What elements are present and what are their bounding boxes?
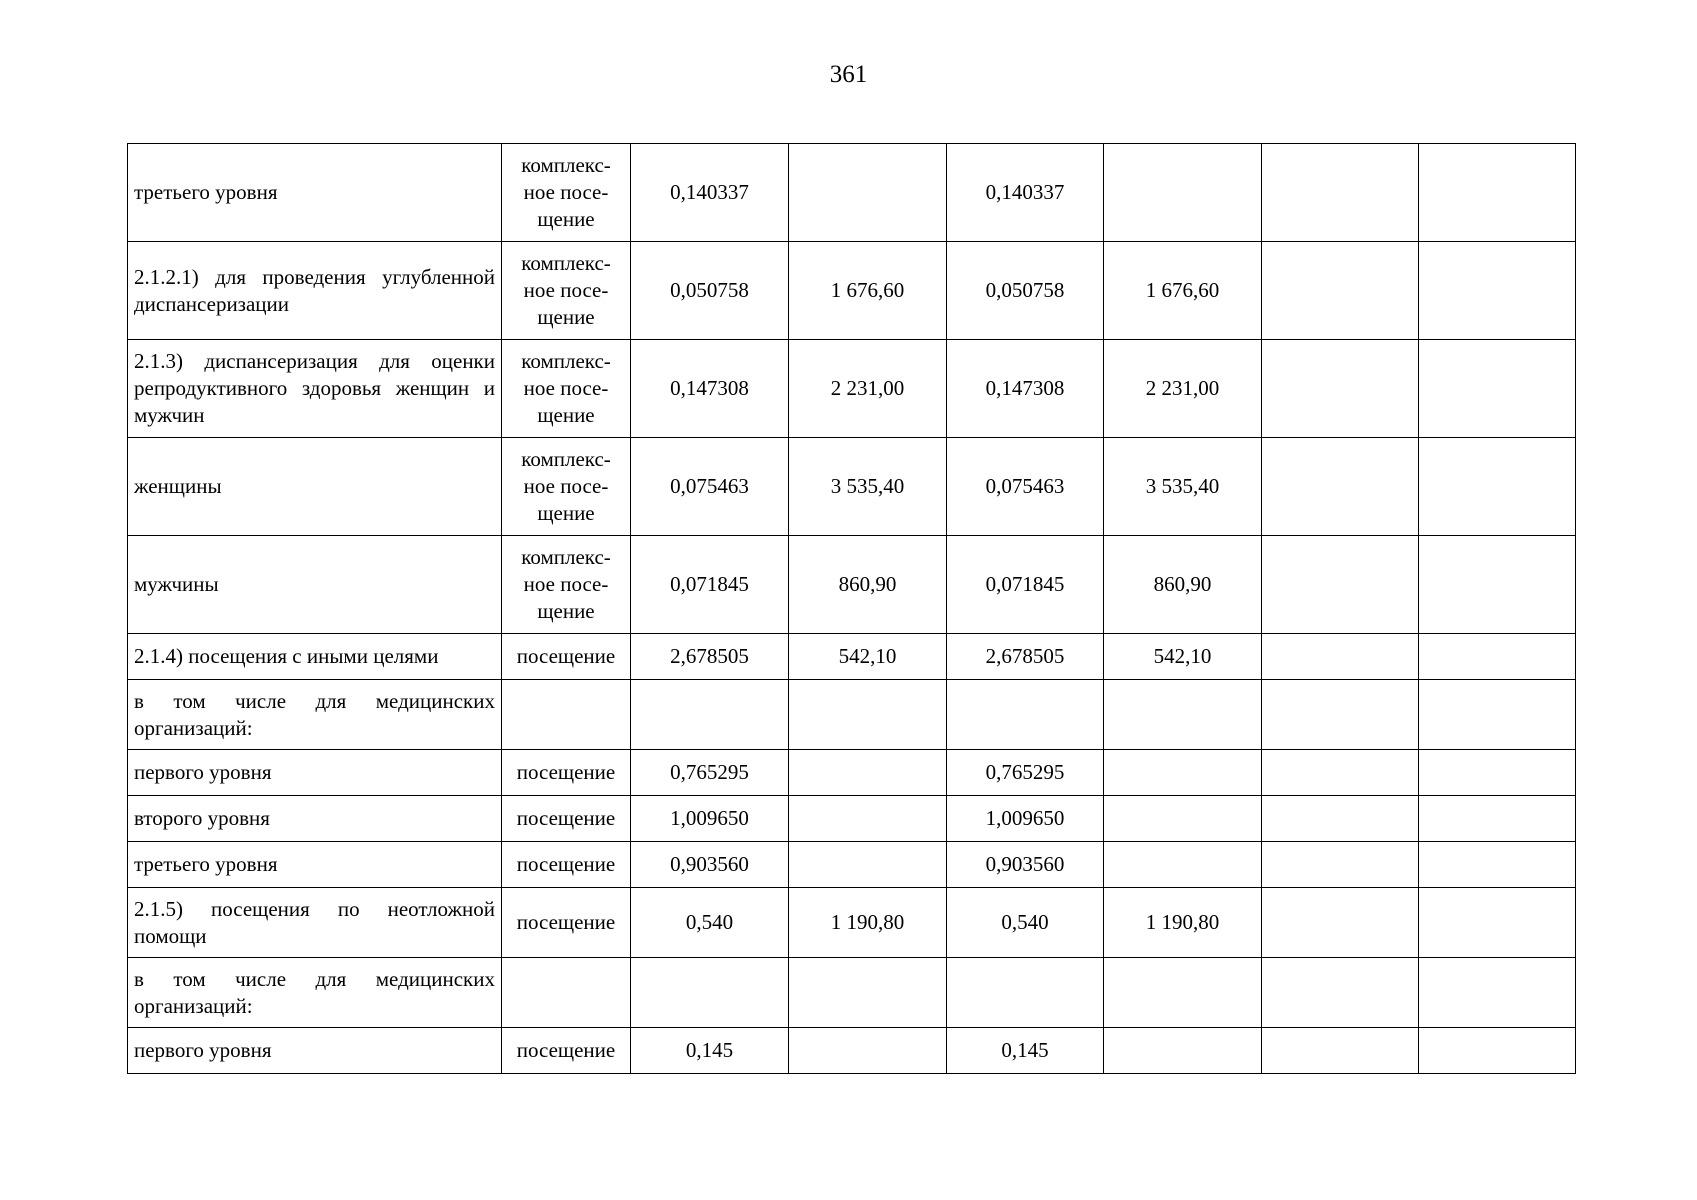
cell-value: 1 676,60 <box>1104 242 1262 340</box>
cell-value <box>1104 796 1262 842</box>
table-row <box>128 680 1576 750</box>
cell-value: 0,147308 <box>947 340 1104 438</box>
cell-value <box>1262 1028 1419 1074</box>
row-unit: комплекс-ное посе-щение <box>502 438 631 536</box>
table-row <box>128 888 1576 958</box>
row-name: 2.1.3) диспансеризация для оценки репродуктивного здоровья женщин и мужчин <box>128 340 502 438</box>
row-name: первого уровня <box>128 750 502 796</box>
table-row <box>128 842 1576 888</box>
cell-value: 0,071845 <box>947 536 1104 634</box>
cell-value: 0,145 <box>947 1028 1104 1074</box>
cell-value: 0,071845 <box>631 536 789 634</box>
cell-value: 0,765295 <box>947 750 1104 796</box>
cell-value <box>1104 750 1262 796</box>
cell-value: 0,075463 <box>947 438 1104 536</box>
cell-value <box>789 144 947 242</box>
cell-value <box>1262 144 1419 242</box>
cell-value: 2 231,00 <box>1104 340 1262 438</box>
row-name: первого уровня <box>128 1028 502 1074</box>
row-unit: посещение <box>502 1028 631 1074</box>
row-name: второго уровня <box>128 796 502 842</box>
cell-value <box>1419 680 1576 750</box>
row-name: женщины <box>128 438 502 536</box>
cell-value <box>1104 680 1262 750</box>
cell-value <box>1262 796 1419 842</box>
cell-value <box>947 680 1104 750</box>
cell-value: 0,903560 <box>947 842 1104 888</box>
cell-value: 0,145 <box>631 1028 789 1074</box>
row-name: в том числе для медицинских организаций: <box>128 680 502 750</box>
table-row <box>128 634 1576 680</box>
cell-value: 1,009650 <box>631 796 789 842</box>
row-unit: комплекс-ное посе-щение <box>502 536 631 634</box>
row-name: третьего уровня <box>128 842 502 888</box>
table-row <box>128 144 1576 242</box>
row-unit <box>502 680 631 750</box>
cell-value <box>1262 340 1419 438</box>
cell-value <box>1419 888 1576 958</box>
row-unit: посещение <box>502 750 631 796</box>
row-name: 2.1.2.1) для проведения углубленной диспансеризации <box>128 242 502 340</box>
row-name: мужчины <box>128 536 502 634</box>
row-unit: посещение <box>502 842 631 888</box>
cell-value <box>1262 680 1419 750</box>
cell-value: 0,540 <box>631 888 789 958</box>
row-name: 2.1.4) посещения с иными целями <box>128 634 502 680</box>
cell-value: 1 190,80 <box>789 888 947 958</box>
cell-value <box>631 958 789 1028</box>
cell-value: 0,140337 <box>947 144 1104 242</box>
cell-value <box>1262 438 1419 536</box>
cell-value <box>1419 842 1576 888</box>
cell-value <box>1419 796 1576 842</box>
cell-value <box>1262 842 1419 888</box>
table-row <box>128 536 1576 634</box>
cell-value <box>1419 242 1576 340</box>
row-unit: посещение <box>502 888 631 958</box>
row-name: 2.1.5) посещения по неотложной помощи <box>128 888 502 958</box>
cell-value <box>1419 750 1576 796</box>
cell-value: 0,147308 <box>631 340 789 438</box>
cell-value: 0,540 <box>947 888 1104 958</box>
cell-value <box>1419 144 1576 242</box>
data-table <box>127 143 1576 1074</box>
cell-value: 2,678505 <box>631 634 789 680</box>
cell-value: 0,140337 <box>631 144 789 242</box>
cell-value <box>1262 634 1419 680</box>
cell-value <box>1262 958 1419 1028</box>
cell-value: 2 231,00 <box>789 340 947 438</box>
row-unit: посещение <box>502 634 631 680</box>
cell-value: 542,10 <box>1104 634 1262 680</box>
table-row <box>128 796 1576 842</box>
cell-value: 860,90 <box>1104 536 1262 634</box>
row-unit: посещение <box>502 796 631 842</box>
cell-value <box>947 958 1104 1028</box>
cell-value: 1 676,60 <box>789 242 947 340</box>
cell-value <box>1104 958 1262 1028</box>
cell-value <box>1262 536 1419 634</box>
cell-value <box>1262 750 1419 796</box>
cell-value <box>1104 842 1262 888</box>
cell-value: 3 535,40 <box>789 438 947 536</box>
table-row <box>128 242 1576 340</box>
row-name: в том числе для медицинских организаций: <box>128 958 502 1028</box>
cell-value <box>1419 438 1576 536</box>
cell-value <box>789 680 947 750</box>
cell-value: 542,10 <box>789 634 947 680</box>
cell-value: 3 535,40 <box>1104 438 1262 536</box>
cell-value <box>789 958 947 1028</box>
row-unit: комплекс-ное посе-щение <box>502 144 631 242</box>
cell-value <box>1262 242 1419 340</box>
cell-value <box>1104 1028 1262 1074</box>
cell-value <box>1104 144 1262 242</box>
table-row <box>128 958 1576 1028</box>
cell-value: 0,050758 <box>631 242 789 340</box>
cell-value <box>631 680 789 750</box>
cell-value <box>1419 340 1576 438</box>
row-unit <box>502 958 631 1028</box>
cell-value <box>1419 1028 1576 1074</box>
cell-value: 1 190,80 <box>1104 888 1262 958</box>
cell-value: 0,903560 <box>631 842 789 888</box>
page-number: 361 <box>829 61 868 88</box>
row-unit: комплекс-ное посе-щение <box>502 340 631 438</box>
cell-value: 2,678505 <box>947 634 1104 680</box>
cell-value <box>1262 888 1419 958</box>
cell-value <box>789 750 947 796</box>
table-row <box>128 1028 1576 1074</box>
cell-value: 860,90 <box>789 536 947 634</box>
cell-value <box>789 842 947 888</box>
row-name: третьего уровня <box>128 144 502 242</box>
cell-value: 0,765295 <box>631 750 789 796</box>
cell-value <box>789 796 947 842</box>
row-unit: комплекс-ное посе-щение <box>502 242 631 340</box>
cell-value <box>1419 536 1576 634</box>
cell-value: 1,009650 <box>947 796 1104 842</box>
cell-value: 0,075463 <box>631 438 789 536</box>
cell-value <box>789 1028 947 1074</box>
table-row <box>128 750 1576 796</box>
cell-value: 0,050758 <box>947 242 1104 340</box>
cell-value <box>1419 958 1576 1028</box>
cell-value <box>1419 634 1576 680</box>
table-row <box>128 340 1576 438</box>
table-row <box>128 438 1576 536</box>
